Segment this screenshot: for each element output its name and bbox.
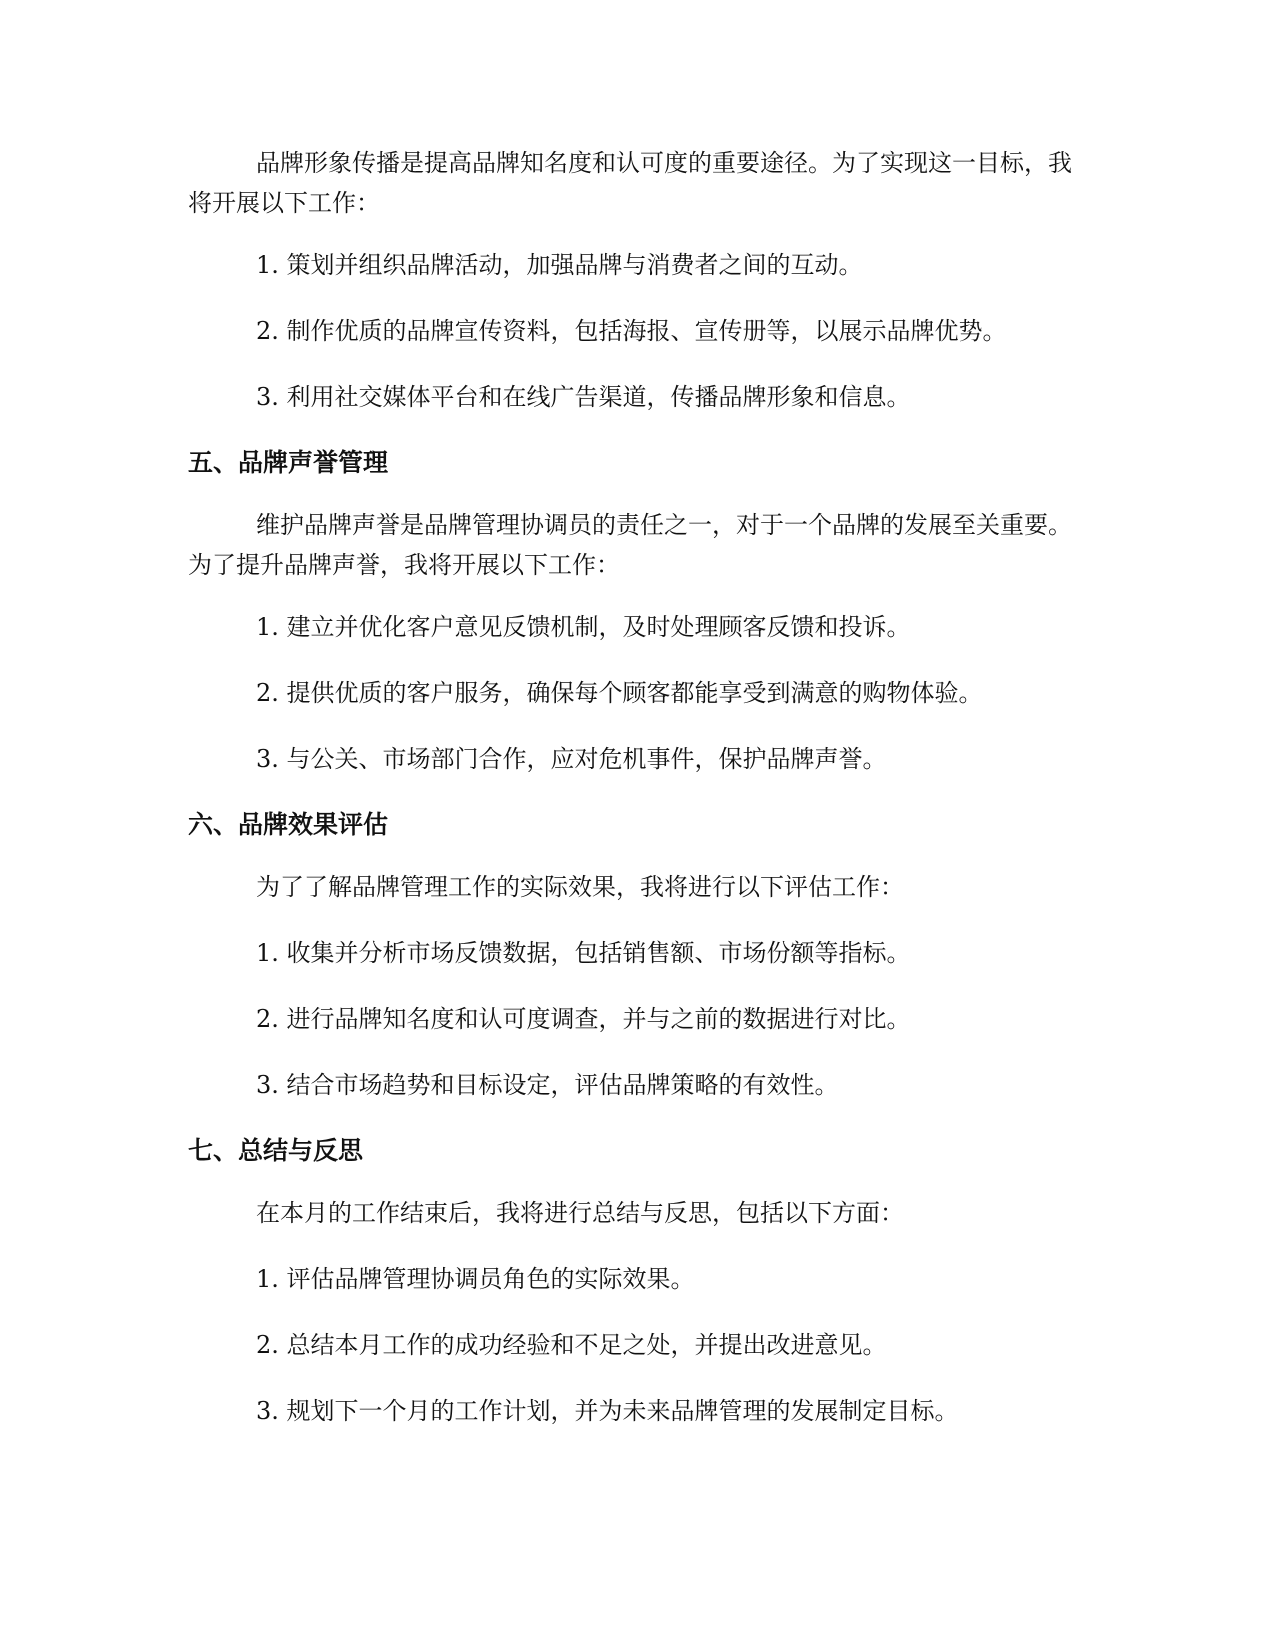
section-heading: 七、总结与反思: [188, 1136, 364, 1165]
list-item: 3. 规划下一个月的工作计划，并为未来品牌管理的发展制定目标。: [256, 1397, 959, 1425]
section-intro-paragraph: 为了了解品牌管理工作的实际效果，我将进行以下评估工作：: [256, 873, 904, 901]
list-item: 2. 总结本月工作的成功经验和不足之处，并提出改进意见。: [256, 1331, 887, 1359]
list-item: 2. 提供优质的客户服务，确保每个顾客都能享受到满意的购物体验。: [256, 679, 983, 707]
list-item: 1. 评估品牌管理协调员角色的实际效果。: [256, 1265, 695, 1293]
list-item: 1. 建立并优化客户意见反馈机制，及时处理顾客反馈和投诉。: [256, 613, 911, 641]
list-item: 1. 策划并组织品牌活动，加强品牌与消费者之间的互动。: [256, 251, 863, 279]
section-intro-paragraph: 品牌形象传播是提高品牌知名度和认可度的重要途径。为了实现这一目标，我将开展以下工作：: [188, 149, 1072, 217]
section-intro-paragraph: 在本月的工作结束后，我将进行总结与反思，包括以下方面：: [256, 1199, 904, 1227]
list-item: 2. 制作优质的品牌宣传资料，包括海报、宣传册等，以展示品牌优势。: [256, 317, 1007, 345]
list-item: 3. 结合市场趋势和目标设定，评估品牌策略的有效性。: [256, 1071, 839, 1099]
list-item: 3. 利用社交媒体平台和在线广告渠道，传播品牌形象和信息。: [256, 383, 911, 411]
list-item: 3. 与公关、市场部门合作，应对危机事件，保护品牌声誉。: [256, 745, 887, 773]
section-heading: 六、品牌效果评估: [188, 810, 389, 839]
list-item: 1. 收集并分析市场反馈数据，包括销售额、市场份额等指标。: [256, 939, 911, 967]
section-heading: 五、品牌声誉管理: [188, 448, 389, 477]
section-intro-paragraph: 维护品牌声誉是品牌管理协调员的责任之一，对于一个品牌的发展至关重要。为了提升品牌声誉，我将开展以下工作：: [188, 511, 1072, 579]
list-item: 2. 进行品牌知名度和认可度调查，并与之前的数据进行对比。: [256, 1005, 911, 1033]
document-body: [188, 143, 1088, 1431]
